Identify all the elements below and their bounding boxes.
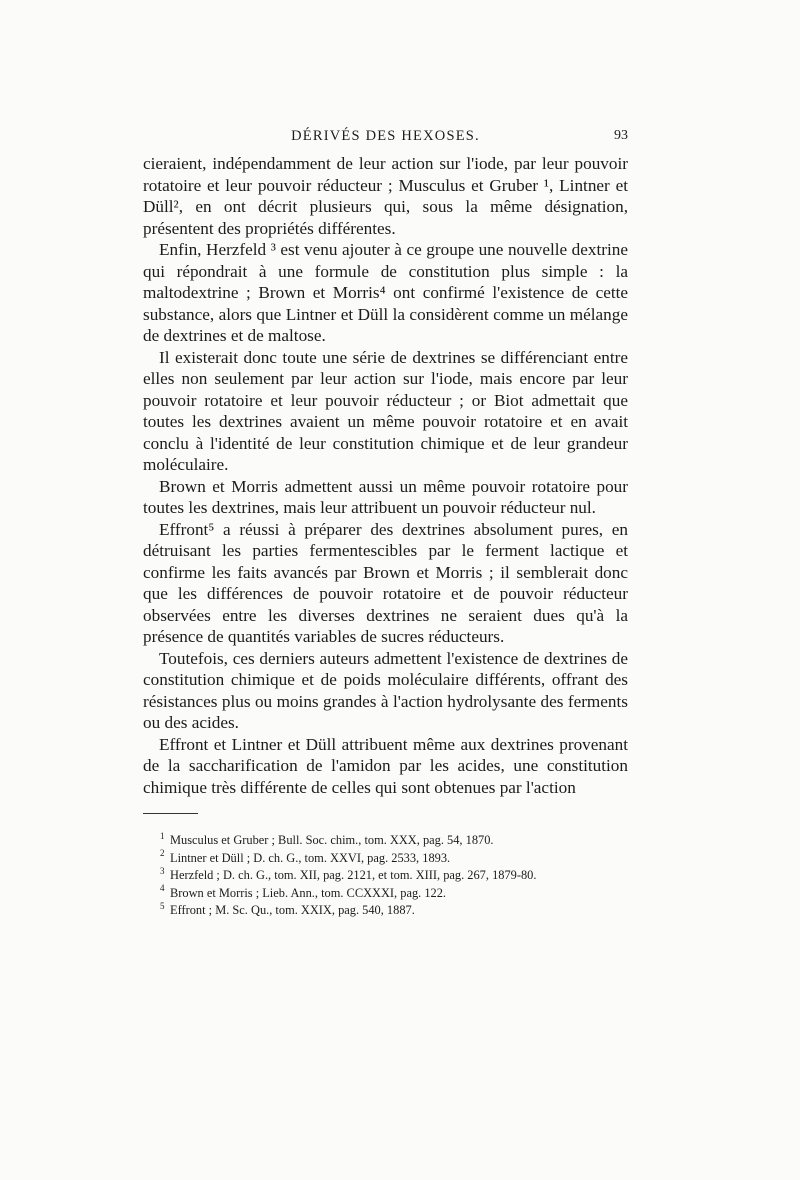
paragraph: Il existerait donc toute une série de dextrines se différenciant entre elles non seulement par leur action sur l'iode, mais encore par leur pouvoir rotatoire et leur pouvoir réducteur ; or Biot admettait que toutes les dextrines avaient un même pouvoir rotatoire et en avait conclu à l'identité de leur constitution chimique et de leur grandeur moléculaire. <box>143 347 628 474</box>
footnote-text: Effront ; M. Sc. Qu., tom. XXIX, pag. 540, 1887. <box>170 903 415 917</box>
footnote: 2 Lintner et Düll ; D. ch. G., tom. XXVI, pag. 2533, 1893. <box>160 848 451 865</box>
footnote-text: Herzfeld ; D. ch. G., tom. XII, pag. 2121, et tom. XIII, pag. 267, 1879-80. <box>170 868 537 882</box>
page-header <box>143 128 628 152</box>
footnote-text: Lintner et Düll ; D. ch. G., tom. XXVI, pag. 2533, 1893. <box>170 850 451 865</box>
footnote: 1 Musculus et Gruber ; Bull. Soc. chim., tom. XXX, pag. 54, 1870. <box>160 830 494 847</box>
footnote: 4 Brown et Morris ; Lieb. Ann., tom. CCXXXI, pag. 122. <box>160 883 447 900</box>
footnote-text: Brown et Morris ; Lieb. Ann., tom. CCXXXI, pag. 122. <box>170 885 447 900</box>
footnotes <box>160 832 630 920</box>
running-head: DÉRIVÉS DES HEXOSES. <box>291 128 480 144</box>
page-number: 93 <box>614 128 628 143</box>
footnote: 5 Effront ; M. Sc. Qu., tom. XXIX, pag. 540, 1887. <box>160 900 415 917</box>
body-text <box>143 153 628 798</box>
footnote-separator <box>143 813 198 814</box>
paragraph: Effront⁵ a réussi à préparer des dextrines absolument pures, en détruisant les parties fermentescibles par le ferment lactique et confirme les faits avancés par Brown et Morris ; il semblerait donc que les différences de pouvoir rotatoire et de pouvoir réducteur observées entre les diverses dextrines ne seraient dues qu'à la présence de quantités variables de sucres réducteurs. <box>143 519 628 646</box>
paragraph: Enfin, Herzfeld ³ est venu ajouter à ce groupe une nouvelle dextrine qui répondrait à une formule de constitution plus simple : la maltodextrine ; Brown et Morris⁴ ont confirmé l'existence de cette substance, alors que Lintner et Düll la considèrent comme un mélange de dextrines et de maltose. <box>143 240 628 345</box>
paragraph: cieraient, indépendamment de leur action sur l'iode, par leur pouvoir rotatoire et leur pouvoir réducteur ; Musculus et Gruber ¹, Lintner et Düll², en ont décrit plusieurs qui, sous la même désignation, présentent des propriétés différentes. <box>143 154 628 238</box>
paragraph: Toutefois, ces derniers auteurs admettent l'existence de dextrines de constitution chimique et de poids moléculaire différents, offrant des résistances plus ou moins grandes à l'action hydrolysante des ferments ou des acides. <box>143 648 628 732</box>
footnote-text: Musculus et Gruber ; Bull. Soc. chim., tom. XXX, pag. 54, 1870. <box>170 833 494 847</box>
paragraph: Effront et Lintner et Düll attribuent même aux dextrines provenant de la saccharification de l'amidon par les acides, une constitution chimique très différente de celles qui sont obtenues par l'action <box>143 734 628 797</box>
paragraph: Brown et Morris admettent aussi un même pouvoir rotatoire pour toutes les dextrines, mais leur attribuent un pouvoir réducteur nul. <box>143 476 628 517</box>
footnote: 3 Herzfeld ; D. ch. G., tom. XII, pag. 2121, et tom. XIII, pag. 267, 1879-80. <box>160 865 537 882</box>
